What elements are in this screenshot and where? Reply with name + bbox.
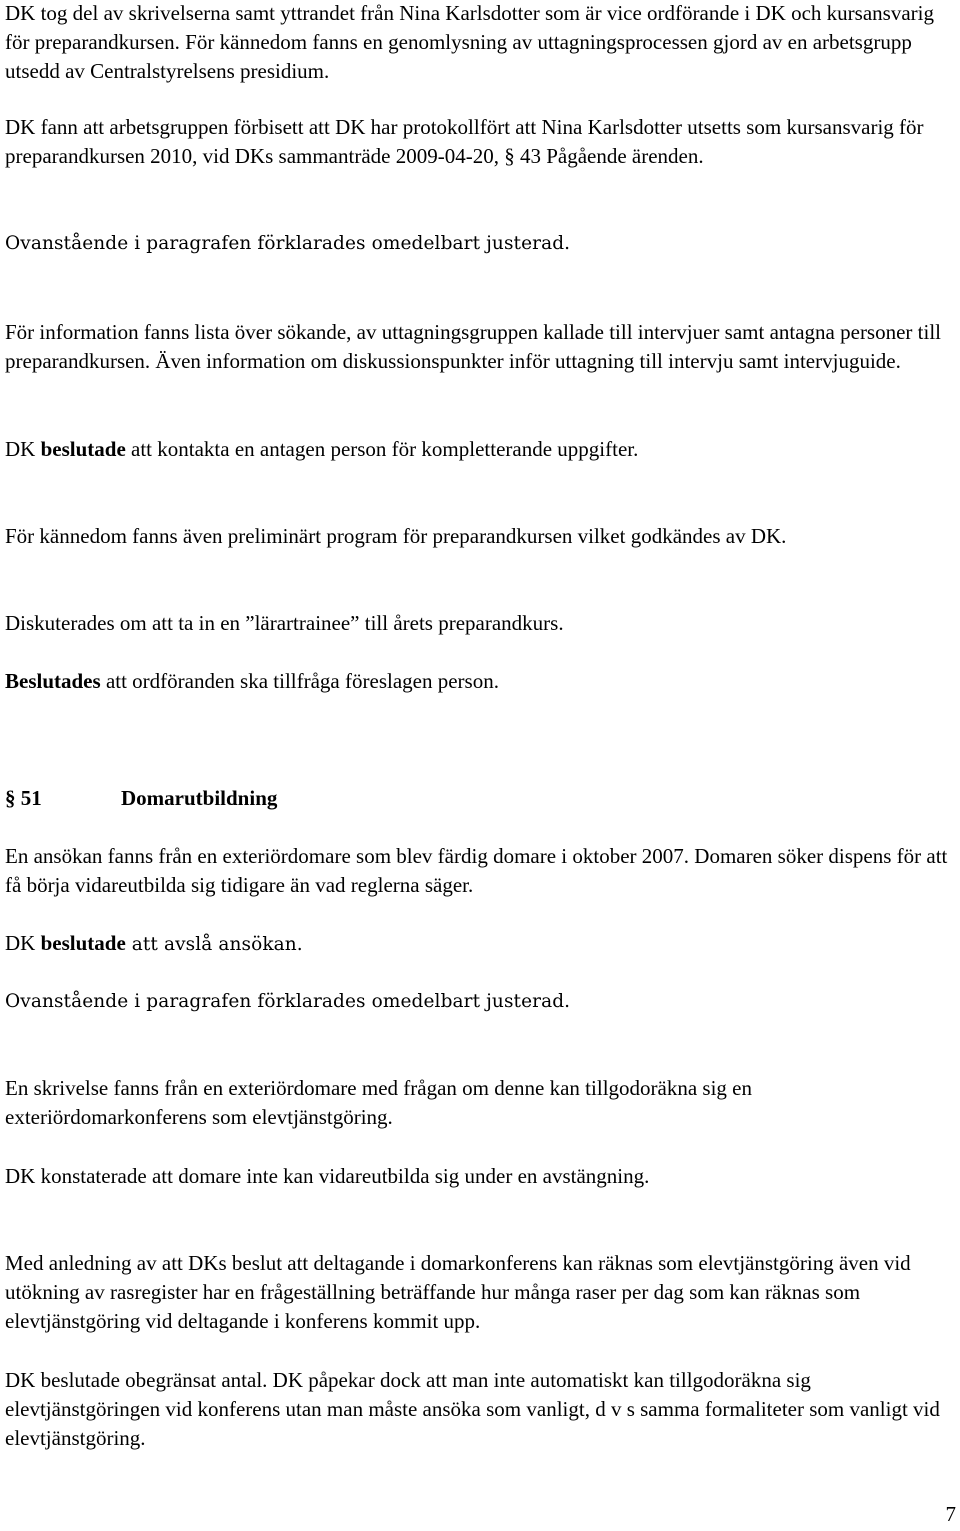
decision-keyword: Beslutades: [5, 669, 101, 693]
paragraph-anledning: Med anledning av att DKs beslut att deltagande i domarkonferens kan räknas som elevtjänstgöring även vid utökning av rasregister har en frågeställning beträffande hur många raser per dag som kan räknas som elevtjänstgöring vid deltagande i konferens kommit upp.: [5, 1251, 911, 1333]
paragraph-ansokan: En ansökan fanns från en exteriördomare som blev färdig domare i oktober 2007. Domaren söker dispens för att få börja vidareutbilda sig tidigare än vad reglerna säger.: [5, 844, 948, 897]
paragraph-intro: DK tog del av skrivelserna samt yttrandet från Nina Karlsdotter som är vice ordförande i DK och kursansvarig för preparandkursen. För kännedom fanns en genomlysning av uttagningsprocessen gjord av en arbetsgrupp utsedd av Centralstyrelsens presidium.: [5, 1, 934, 83]
paragraph-konstaterade: DK konstaterade att domare inte kan vidareutbilda sig under en avstängning.: [5, 1164, 650, 1188]
paragraph-obegransat: DK beslutade obegränsat antal. DK påpekar dock att man inte automatiskt kan tillgodoräkna sig elevtjänstgöringen vid konferens utan man måste ansöka som vanligt, d v s samma formaliteter som vanligt vid elevtjänstgöring.: [5, 1368, 940, 1450]
section-number: § 51: [5, 786, 42, 810]
paragraph-beslutades: Beslutades att ordföranden ska tillfråga föreslagen person.: [5, 669, 499, 693]
paragraph-kontakta: DK beslutade att kontakta en antagen person för kompletterande uppgifter.: [5, 437, 639, 461]
decision-keyword: beslutade: [40, 931, 126, 955]
paragraph-justerad-1: Ovanstående i paragrafen förklarades omedelbart justerad.: [5, 233, 571, 254]
paragraph-trainee: Diskuterades om att ta in en ”lärartrainee” till årets preparandkurs.: [5, 611, 564, 635]
paragraph-skrivelse: En skrivelse fanns från en exteriördomare med frågan om denne kan tillgodoräkna sig en exteriördomarkonferens som elevtjänstgöring.: [5, 1076, 752, 1129]
section-heading: [5, 784, 955, 813]
paragraph-justerad-2: Ovanstående i paragrafen förklarades omedelbart justerad.: [5, 991, 571, 1012]
paragraph-dk-fann: DK fann att arbetsgruppen förbisett att DK har protokollfört att Nina Karlsdotter utsetts som kursansvarig för preparandkursen 2010, vid DKs sammanträde 2009-04-20, § 43 Pågående ärenden.: [5, 115, 924, 168]
paragraph-program: För kännedom fanns även preliminärt program för preparandkursen vilket godkändes av DK.: [5, 524, 787, 548]
section-title: Domarutbildning: [121, 786, 278, 810]
paragraph-information: För information fanns lista över sökande, av uttagningsgruppen kallade till intervjuer samt antagna personer till preparandkursen. Även information om diskussionspunkter inför uttagning till intervju samt intervjuguide.: [5, 320, 942, 373]
paragraph-avsla: DK beslutade att avslå ansökan.: [5, 931, 303, 955]
page-number: 7: [945, 1502, 956, 1526]
decision-keyword: beslutade: [40, 437, 126, 461]
